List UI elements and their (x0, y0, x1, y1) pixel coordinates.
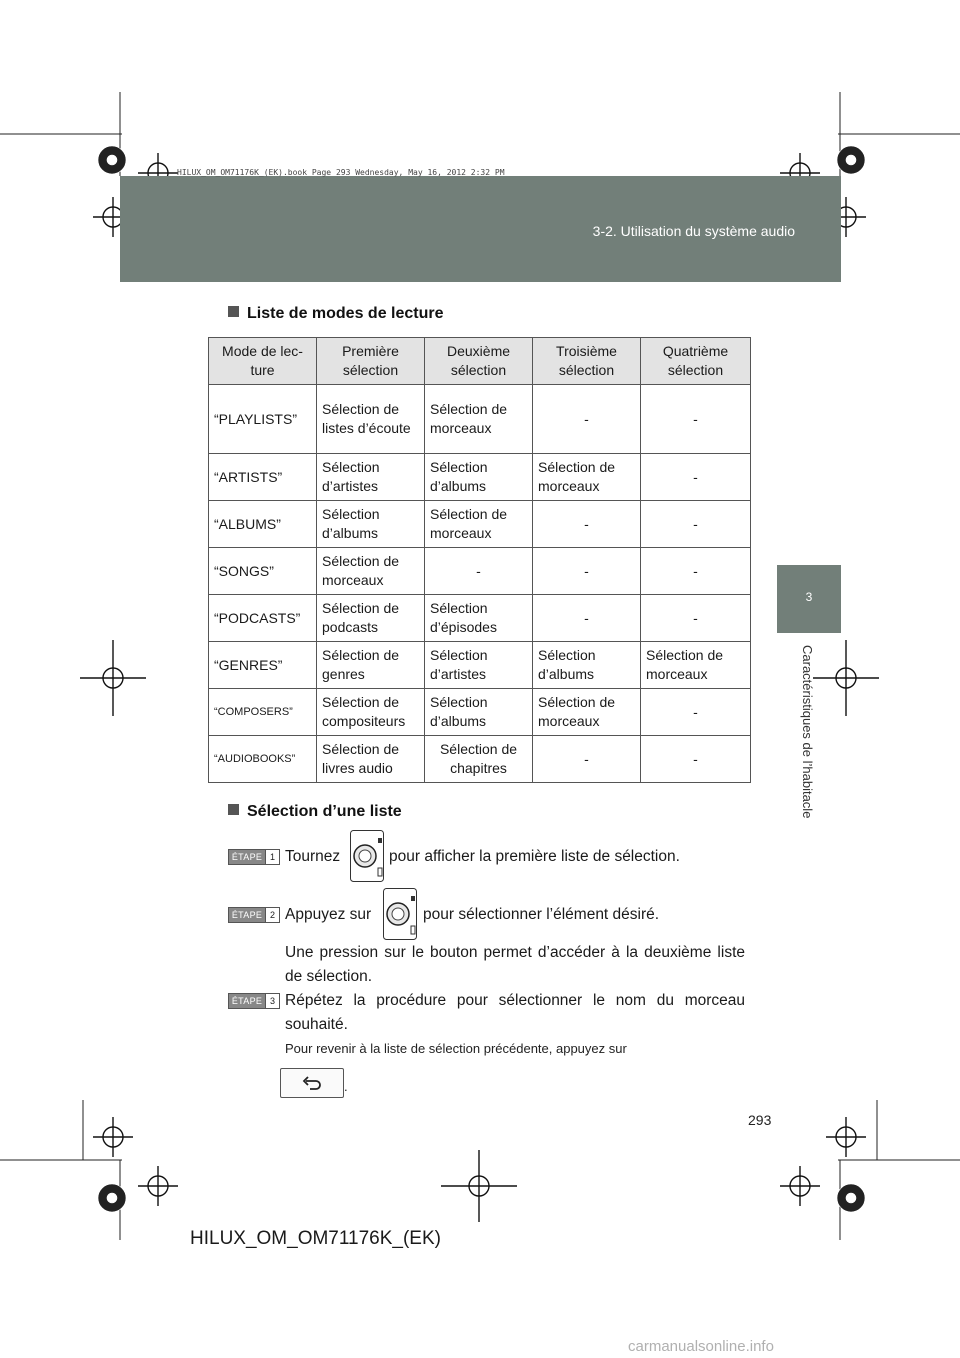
table-cell: Sélection d’albums (317, 501, 425, 548)
page-number: 293 (748, 1112, 772, 1128)
table-cell: Sélection d’artistes (317, 454, 425, 501)
table-cell: Sélection d’artistes (425, 642, 533, 689)
column-header: Quatrième sélection (641, 338, 751, 385)
table-cell: Sélection de morceaux (425, 501, 533, 548)
step-2-before: Appuyez sur (285, 906, 372, 923)
table-cell: “GENRES” (209, 642, 317, 689)
table-cell: Sélection d’épisodes (425, 595, 533, 642)
table-cell: - (641, 689, 751, 736)
table-cell: Sélection de morceaux (533, 454, 641, 501)
table-cell: Sélection de listes d’écoute (317, 385, 425, 454)
table-cell: “ALBUMS” (209, 501, 317, 548)
table-cell: - (641, 595, 751, 642)
table-cell: Sélection d’albums (425, 454, 533, 501)
table-cell: “SONGS” (209, 548, 317, 595)
table-row (209, 736, 751, 783)
tune-knob-icon (350, 830, 384, 882)
watermark: carmanualsonline.info (628, 1338, 774, 1355)
play-modes-table (208, 337, 751, 783)
table-cell: Sélection de morceaux (533, 689, 641, 736)
table-cell: - (641, 548, 751, 595)
table-cell: - (533, 385, 641, 454)
square-bullet-icon (228, 804, 239, 815)
square-bullet-icon (228, 306, 239, 317)
table-row (209, 548, 751, 595)
table-cell: Sélection de morceaux (317, 548, 425, 595)
table-cell: - (533, 595, 641, 642)
table-cell: - (641, 736, 751, 783)
table-cell: Sélection de morceaux (641, 642, 751, 689)
table-cell: - (533, 548, 641, 595)
table-cell: - (641, 501, 751, 548)
table-cell: Sélection de compositeurs (317, 689, 425, 736)
step-badge-1: ÉTAPE 1 (228, 849, 280, 865)
footer-code: HILUX_OM_OM71176K_(EK) (190, 1228, 441, 1249)
table-cell: - (641, 385, 751, 454)
step-badge-3: ÉTAPE 3 (228, 993, 280, 1009)
step-2-after: pour sélectionner l’élément désiré. (423, 906, 660, 923)
table-cell: Sélection de genres (317, 642, 425, 689)
table-cell: Sélection de livres audio (317, 736, 425, 783)
chapter-number: 3 (805, 590, 813, 604)
table-header-row (209, 338, 751, 385)
push-knob-icon (383, 888, 417, 940)
table-cell: - (533, 501, 641, 548)
column-header: Troisième sélection (533, 338, 641, 385)
table-cell: “PLAYLISTS” (209, 385, 317, 454)
table-cell: - (425, 548, 533, 595)
table-cell: Sélection d’albums (425, 689, 533, 736)
back-note: Pour revenir à la liste de sélection précédente, appuyez sur (285, 1041, 627, 1056)
table-cell: - (533, 736, 641, 783)
table-cell: “ARTISTS” (209, 454, 317, 501)
chapter-label: Caractéristiques de l’habitacle (800, 645, 815, 819)
step-1-after: pour afficher la première liste de sélection. (389, 848, 680, 865)
table-cell: - (641, 454, 751, 501)
column-header: Mode de lec-ture (209, 338, 317, 385)
book-info-line: HILUX_OM_OM71176K_(EK).book Page 293 Wednesday, May 16, 2012 2:32 PM (177, 168, 505, 177)
table-cell: Sélection d’albums (533, 642, 641, 689)
table-cell: “AUDIOBOOKS” (209, 736, 317, 783)
table-row (209, 689, 751, 736)
back-note-end: . (344, 1079, 348, 1094)
table-cell: Sélection de morceaux (425, 385, 533, 454)
select-heading: Sélection d’une liste (228, 803, 402, 821)
table-cell: Sélection de podcasts (317, 595, 425, 642)
step-1-before: Tournez (285, 848, 341, 865)
list-heading: Liste de modes de lecture (228, 305, 444, 323)
table-row (209, 642, 751, 689)
table-cell: “PODCASTS” (209, 595, 317, 642)
column-header: Première sélection (317, 338, 425, 385)
column-header: Deuxième sélection (425, 338, 533, 385)
step-3-text: Répétez la procédure pour sélectionner le nom du morceau souhaité. (285, 992, 745, 1033)
step-badge-2: ÉTAPE 2 (228, 907, 280, 923)
table-row (209, 501, 751, 548)
section-title: 3-2. Utilisation du système audio (592, 223, 795, 239)
table-row (209, 454, 751, 501)
table-cell: Sélection de chapitres (425, 736, 533, 783)
step-2-note: Une pression sur le bouton permet d’accéder à la deuxième liste de sélection. (285, 944, 745, 985)
table-row (209, 385, 751, 454)
table-cell: “COMPOSERS” (209, 689, 317, 736)
table-row (209, 595, 751, 642)
back-button-icon (280, 1068, 344, 1098)
